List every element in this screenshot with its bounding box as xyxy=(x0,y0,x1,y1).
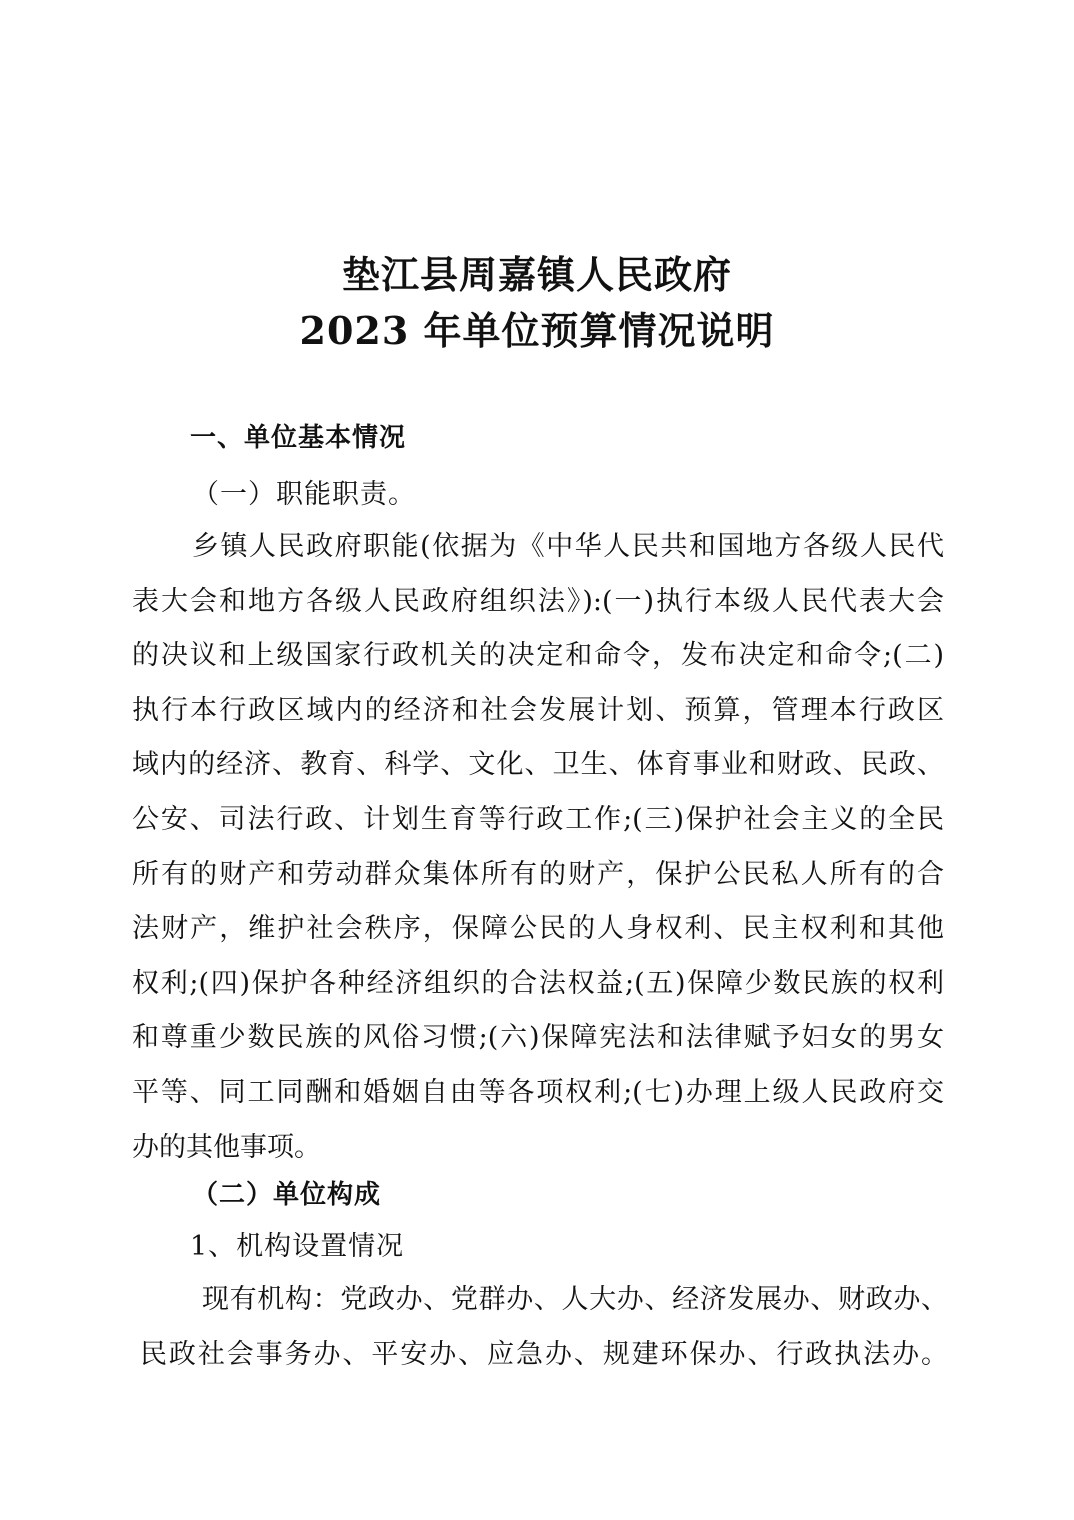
paragraph-line: 平等、同工同酬和婚姻自由等各项权利;(七)办理上级人民政府交 xyxy=(132,1076,944,1108)
section-heading-basic-info: 一、单位基本情况 xyxy=(190,423,407,453)
subheading-unit-composition: （二）单位构成 xyxy=(192,1180,382,1210)
paragraph-line: 表大会和地方各级人民政府组织法》):(一)执行本级人民代表大会 xyxy=(132,585,944,617)
paragraph-line: 办的其他事项。 xyxy=(132,1131,321,1163)
paragraph-line: 和尊重少数民族的风俗习惯;(六)保障宪法和法律赋予妇女的男女 xyxy=(132,1022,944,1054)
paragraph-line: 执行本行政区域内的经济和社会发展计划、预算，管理本行政区 xyxy=(132,694,944,726)
paragraph-line: 所有的财产和劳动群众集体所有的财产，保护公民私人所有的合 xyxy=(132,858,944,890)
paragraph-line: 乡镇人民政府职能(依据为《中华人民共和国地方各级人民代 xyxy=(192,531,944,562)
paragraph-line: 域内的经济、教育、科学、文化、卫生、体育事业和财政、民政、 xyxy=(132,749,944,781)
paragraph-line: 的决议和上级国家行政机关的决定和命令，发布决定和命令;(二) xyxy=(132,640,944,672)
subheading-functions: （一）职能职责。 xyxy=(192,479,416,510)
paragraph-line: 法财产，维护社会秩序，保障公民的人身权利、民主权利和其他 xyxy=(132,913,944,945)
paragraph-line: 现有机构：党政办、党群办、人大办、经济发展办、财政办、 xyxy=(202,1284,948,1315)
paragraph-line: 公安、司法行政、计划生育等行政工作;(三)保护社会主义的全民 xyxy=(132,803,944,835)
document-title-line-2: 2023 年单位预算情况说明 xyxy=(299,308,775,353)
institutions-paragraph xyxy=(140,1273,948,1382)
document-title-line-1: 垫江县周嘉镇人民政府 xyxy=(341,252,732,297)
paragraph-line: 民政社会事务办、平安办、应急办、规建环保办、行政执法办。 xyxy=(140,1338,948,1370)
functions-paragraph xyxy=(132,520,944,1175)
paragraph-line: 权利;(四)保护各种经济组织的合法权益;(五)保障少数民族的权利 xyxy=(132,967,944,999)
subheading-institution-setup: 1、机构设置情况 xyxy=(190,1231,405,1262)
